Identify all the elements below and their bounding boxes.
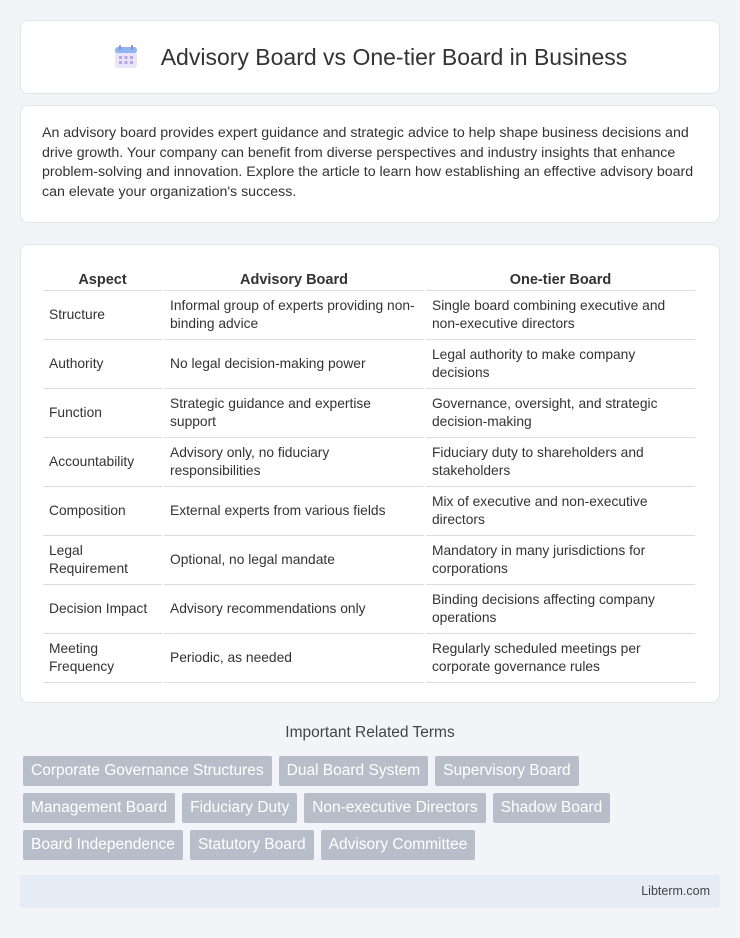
one-tier-cell: Legal authority to make company decisions [426,340,695,389]
advisory-cell: Advisory only, no fiduciary responsibilities [164,438,424,487]
advisory-cell: Strategic guidance and expertise support [164,389,424,438]
related-term-tag[interactable]: Supervisory Board [435,756,579,786]
advisory-cell: Periodic, as needed [164,634,424,683]
intro-card [20,105,720,223]
related-terms-list [23,756,723,867]
related-term-tag[interactable]: Management Board [23,793,175,823]
aspect-cell: Meeting Frequency [43,634,162,683]
related-terms-title: Important Related Terms [285,724,455,741]
tag-row [23,830,723,860]
table-row [43,585,695,634]
one-tier-cell: Regularly scheduled meetings per corporate governance rules [426,634,695,683]
table-header-row [43,264,695,291]
related-term-tag[interactable]: Corporate Governance Structures [23,756,272,786]
advisory-cell: External experts from various fields [164,487,424,536]
aspect-cell: Authority [43,340,162,389]
one-tier-cell: Fiduciary duty to shareholders and stakeholders [426,438,695,487]
column-header-advisory-board: Advisory Board [164,264,424,291]
header-card [20,20,720,94]
one-tier-cell: Mix of executive and non-executive directors [426,487,695,536]
related-term-tag[interactable]: Advisory Committee [321,830,476,860]
comparison-card [20,244,720,703]
advisory-cell: No legal decision-making power [164,340,424,389]
tag-row [23,793,723,823]
one-tier-cell: Governance, oversight, and strategic decision-making [426,389,695,438]
column-header-one-tier-board: One-tier Board [426,264,695,291]
advisory-cell: Informal group of experts providing non-binding advice [164,291,424,340]
intro-text: An advisory board provides expert guidance and strategic advice to help shape business decisions and drive growth. Your company can benefit from diverse perspectives and industry insights that enhance problem-solving and innovation. Explore the article to learn how establishing an effective advisory board can elevate your organization's success. [42,125,694,200]
related-term-tag[interactable]: Non-executive Directors [304,793,485,823]
aspect-cell: Structure [43,291,162,340]
one-tier-cell: Mandatory in many jurisdictions for corporations [426,536,695,585]
advisory-cell: Optional, no legal mandate [164,536,424,585]
footer [20,875,720,908]
aspect-cell: Accountability [43,438,162,487]
page-title: Advisory Board vs One-tier Board in Business [160,43,628,70]
aspect-cell: Legal Requirement [43,536,162,585]
related-term-tag[interactable]: Board Independence [23,830,183,860]
table-row [43,536,695,585]
table-row [43,487,695,536]
table-row [43,389,695,438]
aspect-cell: Function [43,389,162,438]
advisory-cell: Advisory recommendations only [164,585,424,634]
one-tier-cell: Single board combining executive and non-executive directors [426,291,695,340]
tag-row [23,756,723,786]
footer-brand[interactable]: Libterm.com [641,884,710,898]
table-row [43,634,695,683]
table-row [43,291,695,340]
related-term-tag[interactable]: Fiduciary Duty [182,793,297,823]
one-tier-cell: Binding decisions affecting company operations [426,585,695,634]
aspect-cell: Decision Impact [43,585,162,634]
related-term-tag[interactable]: Shadow Board [493,793,611,823]
aspect-cell: Composition [43,487,162,536]
related-term-tag[interactable]: Dual Board System [279,756,429,786]
column-header-aspect: Aspect [43,264,162,291]
comparison-table [41,264,697,683]
calendar-icon [113,44,139,70]
table-row [43,438,695,487]
related-term-tag[interactable]: Statutory Board [190,830,314,860]
table-row [43,340,695,389]
